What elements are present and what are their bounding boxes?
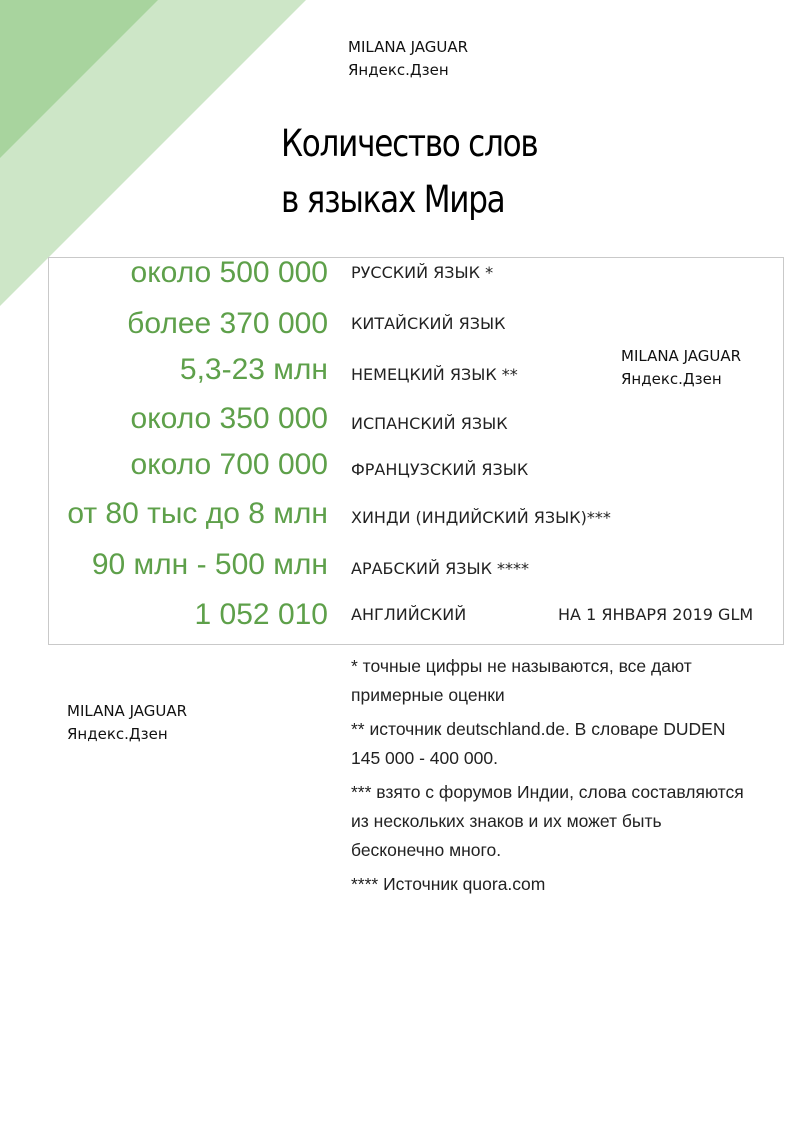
language-name: РУССКИЙ ЯЗЫК * [351,263,494,282]
language-name: ФРАНЦУЗСКИЙ ЯЗЫК [351,460,529,479]
footnote: ** источник deutschland.de. В словаре DUDEN 145 000 - 400 000. [351,719,726,768]
language-name: ИСПАНСКИЙ ЯЗЫК [351,414,508,433]
footnotes [351,652,751,904]
title-line-1: Количество слов [281,122,538,165]
footnote: * точные цифры не называются, все дают примерные оценки [351,656,692,705]
watermark-source: Яндекс.Дзен [348,61,449,79]
footnote: **** Источник quora.com [351,874,546,894]
title-line-2: в языках Мира [281,178,505,221]
watermark-source: Яндекс.Дзен [621,370,722,388]
watermark-name: MILANA JAGUAR [67,702,188,720]
watermark-left [67,700,187,746]
word-count-value: около 500 000 [130,256,328,289]
word-count-value: около 350 000 [130,402,328,435]
word-count-value: более 370 000 [127,307,328,340]
watermark-right [621,345,741,391]
language-name: ХИНДИ (ИНДИЙСКИЙ ЯЗЫК)*** [351,508,611,527]
watermark-name: MILANA JAGUAR [621,347,742,365]
language-name: АНГЛИЙСКИЙ [351,605,467,624]
word-count-value: 1 052 010 [194,598,328,631]
word-count-value: 90 млн - 500 млн [91,548,328,581]
watermark-top [348,36,468,82]
watermark-name: MILANA JAGUAR [348,38,469,56]
page-title [281,116,537,228]
word-count-value: 5,3-23 млн [179,353,328,386]
language-name: КИТАЙСКИЙ ЯЗЫК [351,314,506,333]
footnote: *** взято с форумов Индии, слова составляются из нескольких знаков и их может быть бесконечно много. [351,782,744,860]
language-name: АРАБСКИЙ ЯЗЫК **** [351,559,530,578]
english-count-date-note: НА 1 ЯНВАРЯ 2019 GLM [558,605,754,624]
watermark-source: Яндекс.Дзен [67,725,168,743]
word-count-value: около 700 000 [130,448,328,481]
language-name: НЕМЕЦКИЙ ЯЗЫК ** [351,365,518,384]
word-count-value: от 80 тыс до 8 млн [67,497,328,530]
